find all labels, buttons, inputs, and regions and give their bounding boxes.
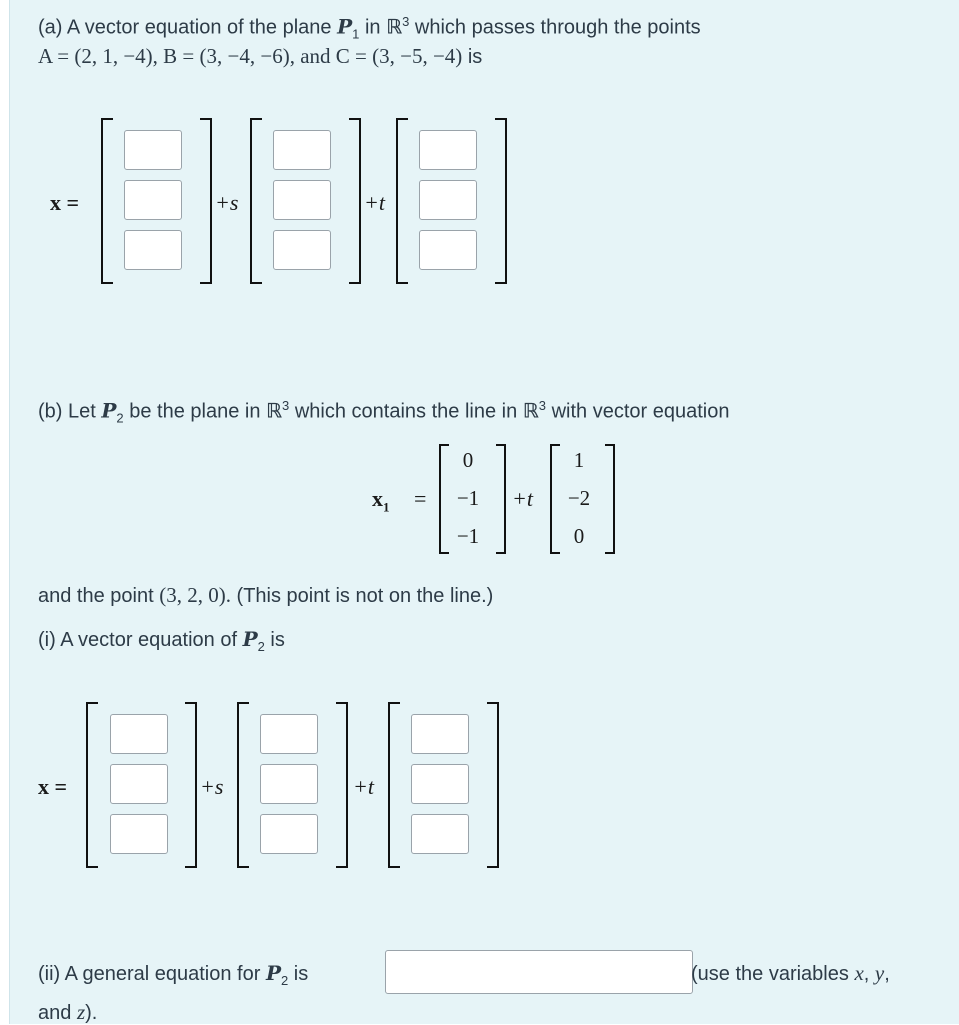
right-bracket xyxy=(200,118,212,284)
matrix-input-a-3-1[interactable] xyxy=(419,130,477,170)
part-b-i-prompt: (i) A vector equation of $P_2$ is xyxy=(38,627,285,654)
matrix-input-b-2-1[interactable] xyxy=(260,714,318,754)
vector2-entry: 1 xyxy=(573,448,585,472)
variables-note-end: and z). xyxy=(38,1000,98,1024)
left-bracket xyxy=(396,118,408,284)
part-b-ii-prompt: (ii) A general equation for $P_2$ is xyxy=(38,961,309,988)
x-vector-label: x = xyxy=(38,774,68,799)
plus-t-label: +t xyxy=(353,774,374,799)
point-statement: and the point (3, 2, 0). (This point is not on the line.) xyxy=(38,583,494,607)
plus-t-label: +t xyxy=(512,486,533,511)
matrix-input-a-1-3[interactable] xyxy=(124,230,182,270)
matrix-input-a-2-3[interactable] xyxy=(273,230,331,270)
matrix-input-a-3-3[interactable] xyxy=(419,230,477,270)
left-bracket xyxy=(237,702,249,868)
vector2-entry: 0 xyxy=(573,524,585,548)
part-a-line1: (a) A vector equation of the plane $P_1$ in ℝ$^3$ which passes through the points xyxy=(38,14,701,42)
vector2-entry: −2 xyxy=(567,486,591,510)
matrix-input-b-1-1[interactable] xyxy=(110,714,168,754)
right-bracket xyxy=(336,702,348,868)
plus-t-label: +t xyxy=(364,190,385,215)
plus-s-label: +s xyxy=(215,190,239,215)
plus-s-label: +s xyxy=(200,774,224,799)
vector1-entry: 0 xyxy=(462,448,474,472)
matrix-input-a-2-2[interactable] xyxy=(273,180,331,220)
vector1-entry: −1 xyxy=(456,486,480,510)
matrix-input-a-1-2[interactable] xyxy=(124,180,182,220)
left-bracket xyxy=(250,118,262,284)
variables-note: (use the variables x, y, xyxy=(691,961,890,985)
right-bracket xyxy=(605,444,615,554)
part-b-intro: (b) Let $P_2$ be the plane in ℝ$^3$ which contains the line in ℝ$^3$ with vector equation xyxy=(38,398,730,426)
vector1-entry: −1 xyxy=(456,524,480,548)
matrix-input-b-1-2[interactable] xyxy=(110,764,168,804)
matrix-input-b-2-2[interactable] xyxy=(260,764,318,804)
left-bracket xyxy=(101,118,113,284)
right-bracket xyxy=(496,444,506,554)
right-bracket xyxy=(487,702,499,868)
right-bracket xyxy=(495,118,507,284)
matrix-input-b-1-3[interactable] xyxy=(110,814,168,854)
matrix-input-b-3-3[interactable] xyxy=(411,814,469,854)
equals-sign: = xyxy=(414,486,427,511)
question-panel xyxy=(9,0,959,1024)
left-bracket xyxy=(86,702,98,868)
part-a-line2: A = (2, 1, −4), B = (3, −4, −6), and C = (3, −5, −4) is xyxy=(38,44,483,68)
right-bracket xyxy=(349,118,361,284)
general-equation-input[interactable] xyxy=(385,950,693,994)
left-bracket xyxy=(388,702,400,868)
matrix-input-b-3-2[interactable] xyxy=(411,764,469,804)
matrix-input-a-2-1[interactable] xyxy=(273,130,331,170)
right-bracket xyxy=(185,702,197,868)
line-vector-label: $x_1$ xyxy=(372,486,390,515)
matrix-input-a-3-2[interactable] xyxy=(419,180,477,220)
matrix-input-a-1-1[interactable] xyxy=(124,130,182,170)
matrix-input-b-2-3[interactable] xyxy=(260,814,318,854)
matrix-input-b-3-1[interactable] xyxy=(411,714,469,754)
x-vector-label: x = xyxy=(50,190,80,215)
